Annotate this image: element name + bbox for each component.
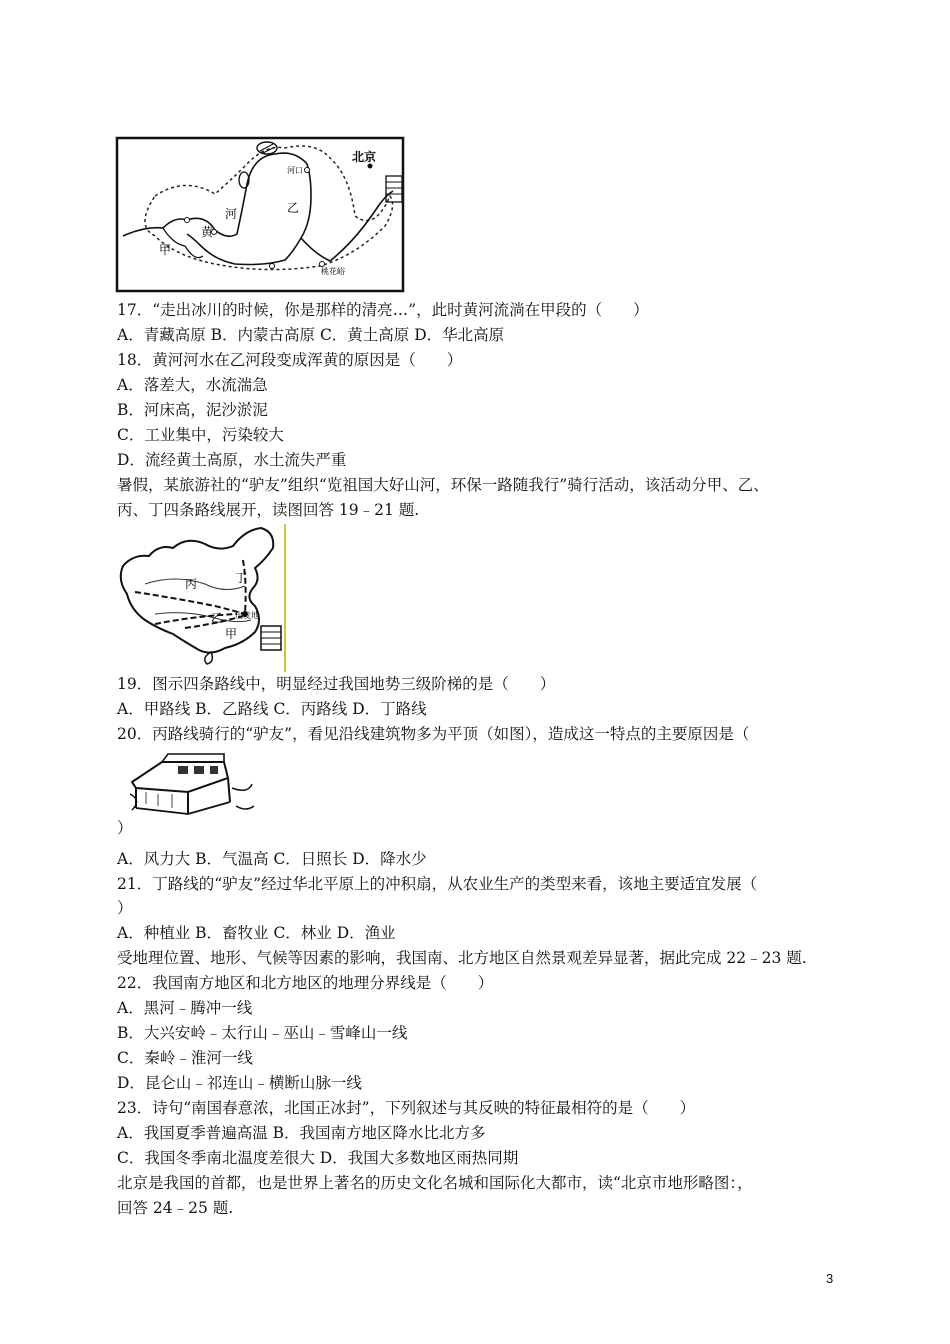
intro-24-25-line1: 北京是我国的首都，也是世界上著名的历史文化名城和国际化大都市，读“北京市地形略图：， [117, 1174, 753, 1192]
label-jia: 甲 [159, 243, 172, 257]
label-ding: 丁 [235, 571, 248, 585]
q22-stem: 22．我国南方地区和北方地区的地理分界线是（ ） [117, 974, 494, 992]
label-huang: 黄 [201, 225, 214, 239]
q22-option-c: C．秦岭﹣淮河一线 [117, 1049, 253, 1067]
label-bing: 丙 [185, 577, 198, 591]
q20-options: A．风力大 B．气温高 C．日照长 D．降水少 [117, 850, 427, 868]
q20-close: ） [117, 819, 133, 837]
intro-19-21-line2: 丙、丁四条路线展开，读图回答 19﹣21 题. [117, 501, 420, 519]
q17-stem: 17．“走出冰川的时候，你是那样的清亮…”，此时黄河流淌在甲段的（ ） [117, 301, 649, 319]
label-yi-route: 乙 [211, 611, 224, 625]
china-routes-map [115, 524, 290, 672]
yellow-river-map [115, 136, 407, 296]
intro-22-23: 受地理位置、地形、气候等因素的影响，我国南、北方地区自然景观差异显著，据此完成 22﹣23 题. [117, 949, 807, 967]
q18-option-a: A．落差大，水流湍急 [117, 376, 268, 394]
q18-option-b: B．河床高，泥沙淤泥 [117, 401, 268, 419]
q18-stem: 18．黄河河水在乙河段变成浑黄的原因是（ ） [117, 351, 463, 369]
label-taohuayu: 桃花峪 [321, 267, 345, 276]
q17-options: A．青藏高原 B．内蒙古高原 C．黄土高原 D．华北高原 [117, 326, 505, 344]
q19-stem: 19．图示四条路线中，明显经过我国地势三级阶梯的是（ ） [117, 675, 556, 693]
q22-option-d: D．昆仑山﹣祁连山﹣横断山脉一线 [117, 1074, 362, 1092]
q19-options: A．甲路线 B．乙路线 C．丙路线 D．丁路线 [117, 700, 427, 718]
q20-stem: 20．丙路线骑行的“驴友”，看见沿线建筑物多为平顶（如图），造成这一特点的主要原因是（ [117, 725, 750, 743]
q23-stem: 23．诗句“南国春意浓，北国正冰封”，下列叙述与其反映的特征最相符的是（ ） [117, 1099, 696, 1117]
intro-24-25-line2: 回答 24﹣25 题. [117, 1199, 234, 1217]
q22-option-a: A．黑河﹣腾冲一线 [117, 999, 253, 1017]
q23-options-ab: A．我国夏季普遍高温 B．我国南方地区降水比北方多 [117, 1124, 486, 1142]
label-beijing: 北京 [352, 150, 377, 164]
label-he-kou: 河口 [287, 166, 303, 175]
intro-19-21-line1: 暑假，某旅游社的“驴友”组织“览祖国大好山河，环保一路随我行”骑行活动，该活动分甲、乙、 [117, 476, 769, 494]
page-number: 3 [826, 1271, 834, 1286]
q18-option-c: C．工业集中，污染较大 [117, 426, 284, 444]
label-start: 出发地 [235, 611, 259, 620]
label-jia-route: 甲 [225, 627, 238, 641]
flat-roof-building-sketch [128, 748, 256, 820]
q21-options: A．种植业 B．畜牧业 C．林业 D．渔业 [117, 924, 396, 942]
q23-options-cd: C．我国冬季南北温度差很大 D．我国大多数地区雨热同期 [117, 1149, 519, 1167]
label-he: 河 [225, 207, 238, 221]
q22-option-b: B．大兴安岭﹣太行山﹣巫山﹣雪峰山一线 [117, 1024, 408, 1042]
label-yi: 乙 [287, 201, 300, 215]
q21-stem: 21．丁路线的“驴友”经过华北平原上的冲积扇，从农业生产的类型来看，该地主要适宜发展（ [117, 875, 758, 893]
q21-close: ） [117, 899, 133, 917]
q18-option-d: D．流经黄土高原，水土流失严重 [117, 451, 347, 469]
